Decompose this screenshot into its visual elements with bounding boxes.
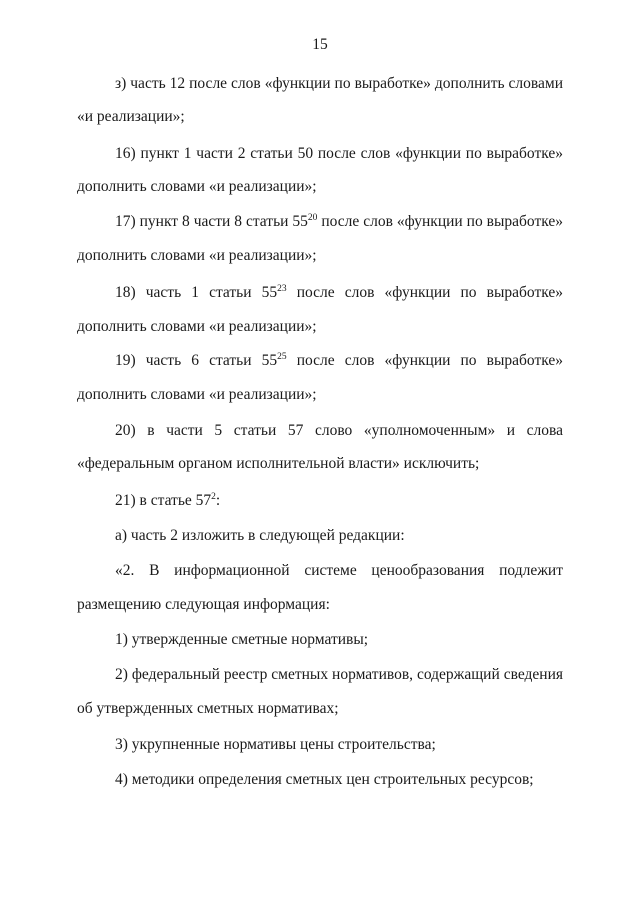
paragraph-16-line-1: 16) пункт 1 части 2 статьи 50 после слов «функции по выработке» [115,145,563,162]
paragraph-quote-2-line-1: «2. В информационной системе ценообразования подлежит [115,562,563,579]
list-item-1: 1) утвержденные сметные нормативы; [115,631,369,648]
paragraph-18-line-1 [115,284,563,302]
paragraph-18-superscript: 23 [277,284,287,294]
paragraph-20-line-2: «федеральным органом исполнительной власти» исключить; [77,455,480,472]
paragraph-21-text-a: 21) в статье 57 [115,492,212,509]
paragraph-z-line-2: «и реализации»; [77,108,185,125]
page-number: 15 [312,36,328,53]
paragraph-20-line-1: 20) в части 5 статьи 57 слово «уполномоченным» и слова [115,422,563,439]
paragraph-17-line-2: дополнить словами «и реализации»; [77,247,317,264]
list-item-3: 3) укрупненные нормативы цены строительства; [115,736,436,753]
paragraph-16-line-2: дополнить словами «и реализации»; [77,178,317,195]
paragraph-21-text-b: : [215,492,221,509]
paragraph-19-line-1 [115,352,563,370]
list-item-2-line-1: 2) федеральный реестр сметных нормативов, содержащий сведения [115,666,563,683]
paragraph-19-text-b: после слов «функции по выработке» [286,352,563,369]
paragraph-17-text-a: 17) пункт 8 части 8 статьи 55 [115,213,308,230]
paragraph-quote-2-line-2: размещению следующая информация: [77,596,330,613]
paragraph-18-text-b: после слов «функции по выработке» [286,284,563,301]
paragraph-a-line-1: а) часть 2 изложить в следующей редакции: [115,527,405,544]
paragraph-17-text-b: после слов «функции по выработке» [317,213,563,230]
paragraph-21-superscript: 2 [211,492,216,502]
paragraph-21-line-1 [115,492,563,510]
paragraph-19-superscript: 25 [277,352,287,362]
list-item-2-line-2: об утвержденных сметных нормативах; [77,700,339,717]
list-item-4: 4) методики определения сметных цен строительных ресурсов; [115,771,534,788]
paragraph-z-line-1: з) часть 12 после слов «функции по выработке» дополнить словами [115,75,563,92]
paragraph-19-line-2: дополнить словами «и реализации»; [77,386,317,403]
paragraph-19-text-a: 19) часть 6 статьи 55 [115,352,278,369]
paragraph-17-line-1 [115,213,563,231]
paragraph-18-line-2: дополнить словами «и реализации»; [77,318,317,335]
paragraph-17-superscript: 20 [307,213,318,223]
paragraph-18-text-a: 18) часть 1 статьи 55 [115,284,278,301]
